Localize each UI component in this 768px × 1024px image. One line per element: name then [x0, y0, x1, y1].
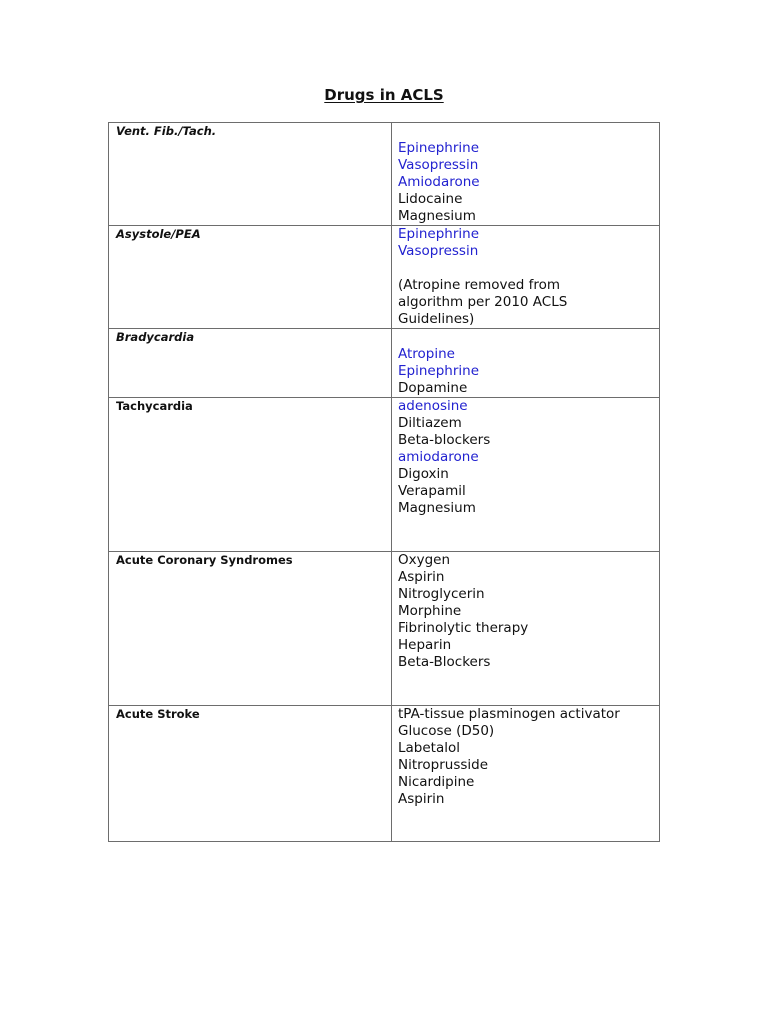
drug-item: Vasopressin — [398, 243, 479, 259]
drug-item: Diltiazem — [398, 415, 462, 431]
table-row — [109, 329, 660, 398]
drug-item: adenosine — [398, 398, 468, 414]
drug-item: Epinephrine — [398, 363, 479, 379]
drugs-table — [108, 122, 660, 842]
drug-item: Oxygen — [398, 552, 451, 568]
drug-item: Aspirin — [398, 791, 445, 807]
drug-item: Atropine — [398, 346, 455, 362]
drugs-cell — [392, 706, 660, 842]
drug-item: Dopamine — [398, 380, 468, 396]
drugs-cell — [392, 552, 660, 706]
drug-item: Fibrinolytic therapy — [398, 620, 529, 636]
condition-cell: Vent. Fib./Tach. — [109, 123, 392, 226]
page-title: Drugs in ACLS — [324, 86, 444, 104]
drug-item: Verapamil — [398, 483, 466, 499]
table-row — [109, 706, 660, 842]
drug-item: Lidocaine — [398, 191, 463, 207]
drugs-cell — [392, 329, 660, 398]
drug-item: Magnesium — [398, 500, 476, 516]
note-line: algorithm per 2010 ACLS — [398, 294, 568, 310]
condition-cell: Acute Stroke — [109, 706, 392, 842]
drug-item: amiodarone — [398, 449, 479, 465]
drugs-cell — [392, 226, 660, 329]
table-row — [109, 398, 660, 552]
drug-item: Glucose (D50) — [398, 723, 495, 739]
drug-item: Epinephrine — [398, 226, 479, 242]
spacer — [398, 329, 659, 346]
condition-cell: Acute Coronary Syndromes — [109, 552, 392, 706]
table-row — [109, 226, 660, 329]
drug-item: Epinephrine — [398, 140, 479, 156]
drug-item: Labetalol — [398, 740, 460, 756]
drug-item: Nitroglycerin — [398, 586, 485, 602]
drug-item: Morphine — [398, 603, 462, 619]
drug-item: Beta-blockers — [398, 432, 491, 448]
spacer — [398, 123, 659, 140]
drug-item: Amiodarone — [398, 174, 480, 190]
drug-item: tPA-tissue plasminogen activator — [398, 706, 620, 722]
condition-cell: Tachycardia — [109, 398, 392, 552]
drug-item: Aspirin — [398, 569, 445, 585]
drug-item: Magnesium — [398, 208, 476, 224]
drug-item: Beta-Blockers — [398, 654, 491, 670]
drugs-cell — [392, 123, 660, 226]
note-line: Guidelines) — [398, 311, 475, 327]
table-row — [109, 123, 660, 226]
note-line: (Atropine removed from — [398, 277, 561, 293]
drug-item: Heparin — [398, 637, 452, 653]
condition-cell: Asystole/PEA — [109, 226, 392, 329]
drug-item: Vasopressin — [398, 157, 479, 173]
drug-item: Nitroprusside — [398, 757, 489, 773]
spacer — [398, 260, 659, 277]
condition-cell: Bradycardia — [109, 329, 392, 398]
table-row — [109, 552, 660, 706]
drug-item: Digoxin — [398, 466, 449, 482]
drug-item: Nicardipine — [398, 774, 475, 790]
drugs-cell — [392, 398, 660, 552]
